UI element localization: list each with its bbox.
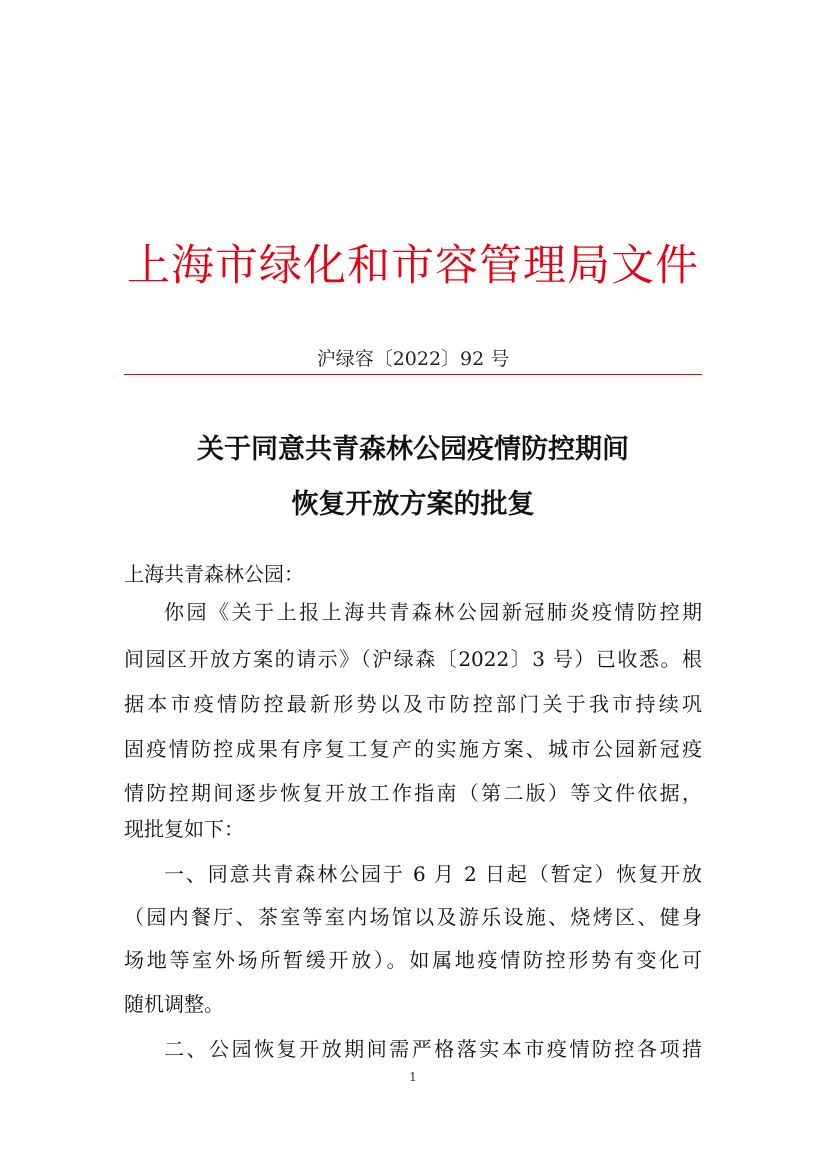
document-title-line-1: 关于同意共青森林公园疫情防控期间 (197, 434, 629, 465)
body-line: 随机调整。 (124, 992, 224, 1016)
red-divider-line (124, 374, 702, 375)
salutation: 上海共青森林公园： (124, 562, 304, 586)
issuing-authority-title: 上海市绿化和市容管理局文件 (127, 241, 699, 291)
page-number: 1 (409, 1070, 417, 1084)
document-title-line-2: 恢复开放方案的批复 (291, 489, 535, 520)
body-line: （园内餐厅、茶室等室内场馆以及游乐设施、烧烤区、健身 (124, 905, 702, 929)
document-number: 沪绿容〔2022〕92 号 (316, 348, 510, 370)
body-line: 场地等室外场所暂缓开放）。如属地疫情防控形势有变化可 (124, 948, 702, 972)
body-line: 你园《关于上报上海共青森林公园新冠肺炎疫情防控期 (164, 600, 702, 624)
body-line: 据本市疫情防控最新形势以及市防控部门关于我市持续巩 (124, 692, 702, 716)
body-line: 间园区开放方案的请示》（沪绿森〔2022〕3 号）已收悉。根 (124, 647, 702, 671)
body-line: 固疫情防控成果有序复工复产的实施方案、城市公园新冠疫 (124, 737, 702, 761)
body-line: 一、同意共青森林公园于 6 月 2 日起（暂定）恢复开放 (164, 862, 702, 886)
body-line: 现批复如下： (124, 817, 244, 841)
body-line: 情防控期间逐步恢复开放工作指南（第二版）等文件依据， (124, 781, 702, 805)
body-line: 二、公园恢复开放期间需严格落实本市疫情防控各项措 (164, 1037, 702, 1061)
